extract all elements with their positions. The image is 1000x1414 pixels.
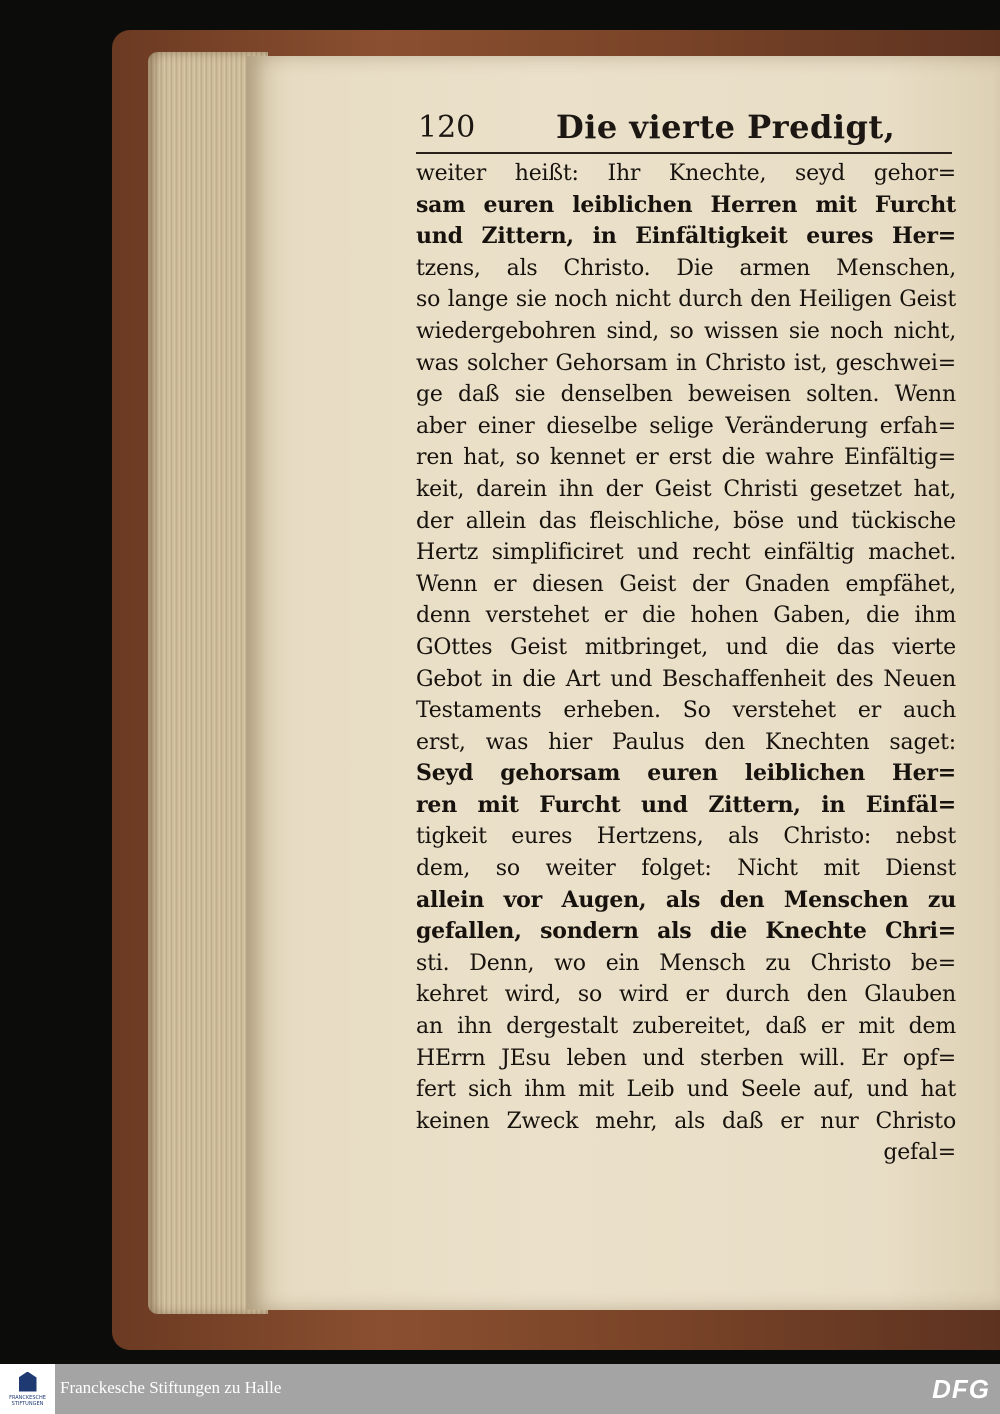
text-line: ren hat, so kennet er erst die wahre Einfältig=: [416, 445, 956, 471]
catchword: gefal=: [883, 1140, 956, 1166]
text-line: und Zittern, in Einfältigkeit eures Her=: [416, 223, 956, 250]
footer-bar: [0, 1364, 1000, 1414]
page-header: [416, 104, 956, 152]
institution-name[interactable]: Franckesche Stiftungen zu Halle: [60, 1378, 282, 1397]
text-line: Gebot in die Art und Beschaffenheit des Neuen: [416, 666, 956, 692]
text-line: tigkeit eures Hertzens, als Christo: nebst: [416, 824, 956, 850]
text-line: Seyd gehorsam euren leiblichen Her=: [416, 760, 956, 787]
text-line: aber einer dieselbe selige Veränderung erfah=: [416, 413, 956, 439]
text-line: dem, so weiter folget: Nicht mit Dienst: [416, 856, 956, 882]
text-line: wiedergebohren sind, so wissen sie noch nicht,: [416, 318, 956, 344]
text-line: denn verstehet er die hohen Gaben, die ihm: [416, 603, 956, 629]
text-line: der allein das fleischliche, böse und tückische: [416, 508, 956, 534]
text-line: gefallen, sondern als die Knechte Chri=: [416, 918, 956, 945]
text-line: was solcher Gehorsam in Christo ist, geschwei=: [416, 350, 956, 376]
text-line: sti. Denn, wo ein Mensch zu Christo be=: [416, 950, 956, 976]
text-line: ren mit Furcht und Zittern, in Einfäl=: [416, 791, 956, 818]
logo-caption: FRANCKESCHE STIFTUNGEN: [9, 1394, 46, 1407]
text-line: GOttes Geist mitbringet, und die das vierte: [416, 634, 956, 660]
text-line: weiter heißt: Ihr Knechte, seyd gehor=: [416, 161, 956, 186]
text-line: an ihn dergestalt zubereitet, daß er mit dem: [416, 1014, 956, 1040]
dfg-logo[interactable]: DFG: [932, 1374, 990, 1404]
text-line: HErrn JEsu leben und sterben will. Er opf=: [416, 1045, 956, 1071]
text-line: sam euren leiblichen Herren mit Furcht: [416, 191, 956, 218]
text-line: erst, was hier Paulus den Knechten saget:: [416, 729, 956, 755]
text-line: tzens, als Christo. Die armen Menschen,: [416, 255, 956, 281]
text-line: ge daß sie denselben beweisen solten. Wenn: [416, 382, 956, 408]
page-body-text: [416, 158, 956, 1169]
text-line: keit, darein ihn der Geist Christi gesetzet hat,: [416, 476, 956, 502]
running-title: Die vierte Predigt,: [556, 108, 896, 146]
text-line: Testaments erheben. So verstehet er auch: [416, 698, 956, 724]
building-icon: [19, 1372, 37, 1392]
page-number: 120: [418, 110, 476, 145]
text-line: kehret wird, so wird er durch den Glauben: [416, 982, 956, 1008]
franckesche-logo[interactable]: [0, 1364, 55, 1414]
text-line: so lange sie noch nicht durch den Heiligen Geist: [416, 287, 956, 313]
text-line: fert sich ihm mit Leib und Seele auf, und hat: [416, 1077, 956, 1103]
text-line: allein vor Augen, als den Menschen zu: [416, 886, 956, 913]
header-rule: [416, 152, 952, 154]
text-line: keinen Zweck mehr, als daß er nur Christo: [416, 1108, 956, 1134]
text-line: Wenn er diesen Geist der Gnaden empfähet,: [416, 571, 956, 597]
text-line: Hertz simplificiret und recht einfältig machet.: [416, 540, 956, 566]
